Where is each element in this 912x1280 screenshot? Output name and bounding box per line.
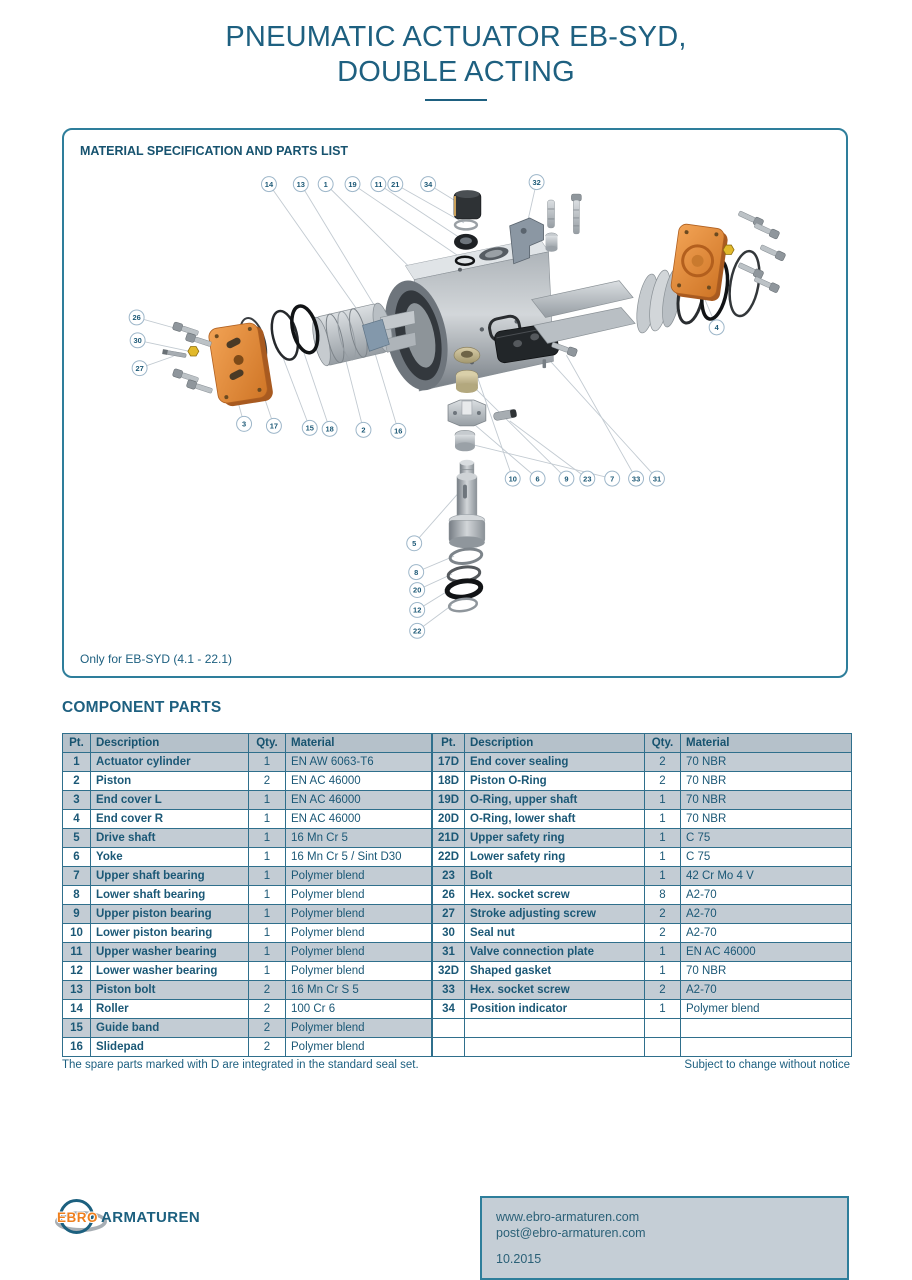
description-cell: End cover R [91,810,249,829]
table-row [63,829,432,848]
material-cell: 70 NBR [681,962,852,981]
svg-text:8: 8 [414,567,419,577]
svg-text:30: 30 [133,336,142,346]
description-cell: Guide band [91,1019,249,1038]
pt-cell: 27 [433,905,465,924]
table-row [433,867,852,886]
upper-piston-bearing [454,347,480,363]
pt-cell: 34 [433,1000,465,1019]
table-row [433,753,852,772]
piston-right [532,267,685,344]
qty-cell: 1 [249,943,286,962]
footer-date: 10.2015 [496,1252,542,1266]
upper-washer-bearing [454,234,478,250]
svg-text:32: 32 [532,177,541,187]
description-cell: Lower safety ring [465,848,645,867]
table-row [433,905,852,924]
footer-contact-box [480,1196,849,1280]
qty-cell: 2 [645,772,681,791]
qty-cell [645,1038,681,1057]
upper-safety-ring [455,220,477,229]
page-title [0,20,912,90]
pt-cell: 21D [433,829,465,848]
pt-cell: 14 [63,1000,91,1019]
hex-socket-screws-left [172,322,213,395]
drive-shaft [449,460,485,549]
description-cell: Hex. socket screw [465,886,645,905]
material-specification-box [62,128,848,678]
svg-text:27: 27 [135,363,144,373]
table-row [63,905,432,924]
description-cell: Shaped gasket [465,962,645,981]
material-cell: Polymer blend [681,1000,852,1019]
material-cell: Polymer blend [286,943,432,962]
table-row [63,791,432,810]
pt-header: Pt. [63,734,91,753]
material-cell: 70 NBR [681,791,852,810]
pt-cell: 6 [63,848,91,867]
description-header: Description [91,734,249,753]
svg-text:15: 15 [305,423,314,433]
right-parts-table [432,733,852,1057]
pt-cell: 10 [63,924,91,943]
material-cell: Polymer blend [286,1019,432,1038]
ebro-armaturen-logo [58,1199,228,1239]
material-cell [681,1019,852,1038]
material-header: Material [681,734,852,753]
upper-shaft-bearing [455,430,475,451]
description-cell: Upper safety ring [465,829,645,848]
table-row [63,981,432,1000]
seal-nut-right [723,245,734,254]
svg-text:31: 31 [652,474,662,484]
pt-cell: 13 [63,981,91,1000]
page-title-line2: DOUBLE ACTING [337,56,575,88]
title-underline [425,99,487,101]
yoke [448,400,486,426]
material-cell: 16 Mn Cr 5 / Sint D30 [286,848,432,867]
svg-text:11: 11 [374,179,383,189]
qty-header: Qty. [645,734,681,753]
material-cell: 70 NBR [681,753,852,772]
pt-cell: 16 [63,1038,91,1057]
qty-cell: 1 [645,791,681,810]
qty-cell: 2 [645,981,681,1000]
qty-cell: 1 [249,848,286,867]
callout-leader-lines [137,179,717,631]
pt-cell [433,1019,465,1038]
pt-cell: 33 [433,981,465,1000]
qty-cell: 1 [645,867,681,886]
pt-cell: 7 [63,867,91,886]
table-row [63,848,432,867]
qty-cell: 1 [249,924,286,943]
svg-text:18: 18 [325,424,334,434]
long-screw [571,194,581,234]
lower-piston-bearing [456,370,478,393]
table-row [433,1000,852,1019]
table-row [433,1019,852,1038]
pt-cell: 5 [63,829,91,848]
material-header: Material [286,734,432,753]
table-row [63,810,432,829]
description-cell: End cover sealing [465,753,645,772]
table-row [433,943,852,962]
qty-cell: 1 [645,943,681,962]
description-cell: Piston [91,772,249,791]
right-table-body [433,753,852,1057]
table-row [433,772,852,791]
material-cell: A2-70 [681,905,852,924]
qty-cell: 1 [645,848,681,867]
material-cell: C 75 [681,829,852,848]
seal-set-note: The spare parts marked with D are integrated in the standard seal set. [62,1059,419,1071]
bolt [493,409,517,421]
logo-text-ebro: EBRO [57,1210,99,1225]
diagram-heading: MATERIAL SPECIFICATION AND PARTS LIST [80,144,349,158]
end-cover-left [208,321,274,408]
table-row [433,886,852,905]
table-row [63,772,432,791]
material-cell: EN AC 46000 [286,791,432,810]
component-parts-tables [62,733,850,1057]
stroke-adjusting-screw [162,349,186,358]
qty-cell: 2 [645,905,681,924]
description-cell: Position indicator [465,1000,645,1019]
material-cell: Polymer blend [286,924,432,943]
qty-cell: 8 [645,886,681,905]
table-row [63,867,432,886]
table-row [63,1038,432,1057]
qty-cell: 1 [249,867,286,886]
qty-cell: 2 [249,981,286,1000]
pt-cell: 20D [433,810,465,829]
description-cell: Roller [91,1000,249,1019]
svg-text:21: 21 [391,179,400,189]
description-cell: Lower piston bearing [91,924,249,943]
lower-shaft-rings [446,547,483,613]
pt-cell: 12 [63,962,91,981]
pt-cell: 17D [433,753,465,772]
svg-text:3: 3 [242,419,247,429]
qty-cell [645,1019,681,1038]
svg-text:34: 34 [423,179,433,189]
pt-cell: 26 [433,886,465,905]
pt-cell: 4 [63,810,91,829]
material-cell: A2-70 [681,924,852,943]
material-cell: 100 Cr 6 [286,1000,432,1019]
qty-cell: 1 [249,962,286,981]
svg-text:6: 6 [535,474,540,484]
change-notice: Subject to change without notice [684,1059,850,1071]
svg-text:1: 1 [323,179,328,189]
table-row [433,791,852,810]
position-indicator [454,190,481,219]
description-cell: End cover L [91,791,249,810]
svg-text:12: 12 [413,605,422,615]
pt-cell: 31 [433,943,465,962]
svg-text:20: 20 [413,585,422,595]
table-row [63,962,432,981]
qty-header: Qty. [249,734,286,753]
pt-cell: 1 [63,753,91,772]
svg-text:33: 33 [631,474,641,484]
qty-cell: 2 [645,753,681,772]
pt-cell: 3 [63,791,91,810]
table-row [63,943,432,962]
qty-cell: 1 [645,1000,681,1019]
material-cell: 16 Mn Cr S 5 [286,981,432,1000]
qty-cell: 1 [249,905,286,924]
qty-cell: 2 [249,1000,286,1019]
material-cell: 16 Mn Cr 5 [286,829,432,848]
material-cell: 70 NBR [681,810,852,829]
pt-cell: 15 [63,1019,91,1038]
material-cell: Polymer blend [286,867,432,886]
footer-website[interactable]: www.ebro-armaturen.com [496,1210,640,1224]
material-cell: Polymer blend [286,962,432,981]
svg-text:26: 26 [132,313,141,323]
page-title-line1: PNEUMATIC ACTUATOR EB-SYD, [225,21,687,53]
qty-cell: 1 [249,886,286,905]
qty-cell: 1 [645,810,681,829]
qty-cell: 2 [249,1019,286,1038]
svg-text:5: 5 [412,538,417,548]
pt-cell: 23 [433,867,465,886]
material-cell: Polymer blend [286,905,432,924]
table-notes [62,1059,850,1071]
table-row [63,886,432,905]
table-row [433,981,852,1000]
material-cell: A2-70 [681,981,852,1000]
description-header: Description [465,734,645,753]
material-cell [681,1038,852,1057]
svg-text:10: 10 [508,474,517,484]
description-cell: Upper shaft bearing [91,867,249,886]
description-cell: Yoke [91,848,249,867]
table-row [433,924,852,943]
material-cell: Polymer blend [286,886,432,905]
pt-cell [433,1038,465,1057]
table-header-row [433,734,852,753]
svg-text:2: 2 [361,425,366,435]
qty-cell: 1 [249,829,286,848]
description-cell: Piston bolt [91,981,249,1000]
svg-text:16: 16 [394,426,403,436]
description-cell: Valve connection plate [465,943,645,962]
pt-cell: 19D [433,791,465,810]
description-cell: O-Ring, upper shaft [465,791,645,810]
description-cell: Upper washer bearing [91,943,249,962]
table-row [433,848,852,867]
material-cell: EN AC 46000 [286,772,432,791]
material-cell: 70 NBR [681,772,852,791]
footer-email[interactable]: post@ebro-armaturen.com [496,1226,646,1240]
description-cell: Hex. socket screw [465,981,645,1000]
qty-cell: 2 [645,924,681,943]
logo-text-armaturen: ARMATUREN [101,1209,201,1226]
qty-cell: 1 [249,810,286,829]
description-cell: O-Ring, lower shaft [465,810,645,829]
description-cell: Lower shaft bearing [91,886,249,905]
qty-cell: 1 [249,791,286,810]
qty-cell: 2 [249,1038,286,1057]
description-cell: Stroke adjusting screw [465,905,645,924]
description-cell [465,1019,645,1038]
material-cell: C 75 [681,848,852,867]
description-cell: Upper piston bearing [91,905,249,924]
pin-and-bushing [546,200,558,252]
svg-text:22: 22 [413,626,422,636]
material-cell: Polymer blend [286,1038,432,1057]
pt-cell: 18D [433,772,465,791]
material-cell: A2-70 [681,886,852,905]
description-cell: Lower washer bearing [91,962,249,981]
svg-text:4: 4 [714,323,719,333]
component-parts-heading: COMPONENT PARTS [62,699,222,716]
table-row [433,829,852,848]
description-cell: Drive shaft [91,829,249,848]
left-table-body [63,753,432,1057]
pt-header: Pt. [433,734,465,753]
material-cell: 42 Cr Mo 4 V [681,867,852,886]
svg-text:19: 19 [348,179,357,189]
end-cover-right [670,223,729,302]
pt-cell: 9 [63,905,91,924]
qty-cell: 1 [249,753,286,772]
table-row [63,1000,432,1019]
svg-text:7: 7 [610,474,615,484]
svg-text:17: 17 [269,421,279,431]
description-cell: Slidepad [91,1038,249,1057]
table-row [63,753,432,772]
table-row [433,810,852,829]
small-screw [543,359,546,368]
table-row [63,1019,432,1038]
description-cell: Piston O-Ring [465,772,645,791]
pt-cell: 2 [63,772,91,791]
pt-cell: 30 [433,924,465,943]
qty-cell: 1 [645,829,681,848]
qty-cell: 2 [249,772,286,791]
pt-cell: 8 [63,886,91,905]
exploded-diagram [64,130,846,676]
svg-text:23: 23 [583,474,592,484]
callout-bubbles [129,175,724,639]
material-cell: EN AC 46000 [286,810,432,829]
table-row [433,1038,852,1057]
pt-cell: 32D [433,962,465,981]
seal-nut [188,347,199,356]
description-cell [465,1038,645,1057]
table-header-row [63,734,432,753]
table-row [63,924,432,943]
svg-text:13: 13 [296,179,305,189]
description-cell: Seal nut [465,924,645,943]
qty-cell: 1 [645,962,681,981]
table-row [433,962,852,981]
pt-cell: 11 [63,943,91,962]
svg-text:9: 9 [564,474,569,484]
material-cell: EN AC 46000 [681,943,852,962]
diagram-footnote: Only for EB-SYD (4.1 - 22.1) [80,652,233,666]
description-cell: Actuator cylinder [91,753,249,772]
svg-text:14: 14 [264,179,274,189]
left-parts-table [62,733,432,1057]
material-cell: EN AW 6063-T6 [286,753,432,772]
pt-cell: 22D [433,848,465,867]
description-cell: Bolt [465,867,645,886]
